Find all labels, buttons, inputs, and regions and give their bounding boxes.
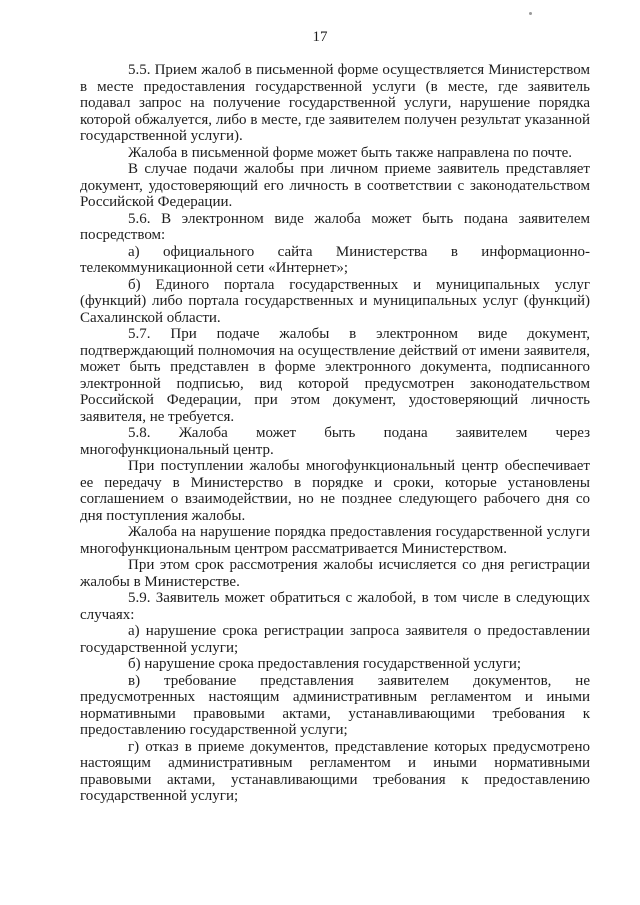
scan-speck: [529, 12, 532, 15]
paragraph-mail: Жалоба в письменной форме может быть также направлена по почте.: [128, 144, 573, 161]
paragraph-5-6-a: а) официального сайта Министерства в информационно-телекоммуникационной сети «Интернет»;: [80, 243, 590, 276]
paragraph-5-6: 5.6. В электронном виде жалоба может быть подана заявителем посредством:: [80, 210, 590, 243]
paragraph-personal: В случае подачи жалобы при личном приеме заявитель представляет документ, удостоверяющий его личность в соответствии с законодательством Российской Федерации.: [80, 161, 590, 210]
page-number: 17: [312, 29, 328, 45]
paragraph-mfc-complaint: Жалоба на нарушение порядка предоставления государственной услуги многофункциональным центром рассматривается Министерством.: [80, 524, 590, 557]
document-body: [80, 62, 590, 805]
paragraph-5-9: 5.9. Заявитель может обратиться с жалобой, в том числе в следующих случаях:: [80, 590, 590, 623]
paragraph-review-term: При этом срок рассмотрения жалобы исчисляется со дня регистрации жалобы в Министерстве.: [80, 557, 590, 590]
paragraph-5-6-b: б) Единого портала государственных и муниципальных услуг (функций) либо портала государственных и муниципальных услуг (функций) Сахалинской области.: [80, 276, 590, 326]
paragraph-5-9-b: б) нарушение срока предоставления государственной услуги;: [128, 656, 522, 672]
paragraph-5-5: 5.5. Прием жалоб в письменной форме осуществляется Министерством в месте предоставления государственной услуги (в месте, где заявитель подавал запрос на получение государственной услуги, нарушение порядка которой обжалуется, либо в месте, где заявителем получен результат указанной государственной услуги).: [80, 62, 590, 144]
paragraph-5-9-v: в) требование представления заявителем документов, не предусмотренных настоящим административным регламентом и иными нормативными правовыми актами, устанавливающими требования к предоставлению государственной услуги;: [80, 672, 590, 738]
paragraph-5-7: 5.7. При подаче жалобы в электронном виде документ, подтверждающий полномочия на осуществление действий от имени заявителя, может быть представлен в форме электронного документа, подписанного электронной подписью, вид которой предусмотрен законодательством Российской Федерации, при этом документ, удостоверяющий личность заявителя, не требуется.: [80, 326, 590, 425]
paragraph-5-9-g: г) отказ в приеме документов, представление которых предусмотрено настоящим административным регламентом и иными нормативными правовыми актами, устанавливающими требования к предоставлению государственной услуги;: [80, 738, 590, 804]
paragraph-mfc-transfer: При поступлении жалобы многофункциональный центр обеспечивает ее передачу в Министерство в порядке и сроки, которые установлены соглашением о взаимодействии, но не позднее следующего рабочего дня со дня поступления жалобы.: [80, 458, 590, 524]
paragraph-5-9-a: а) нарушение срока регистрации запроса заявителя о предоставлении государственной услуги;: [80, 623, 590, 656]
paragraph-5-8: 5.8. Жалоба может быть подана заявителем через многофункциональный центр.: [80, 425, 590, 458]
